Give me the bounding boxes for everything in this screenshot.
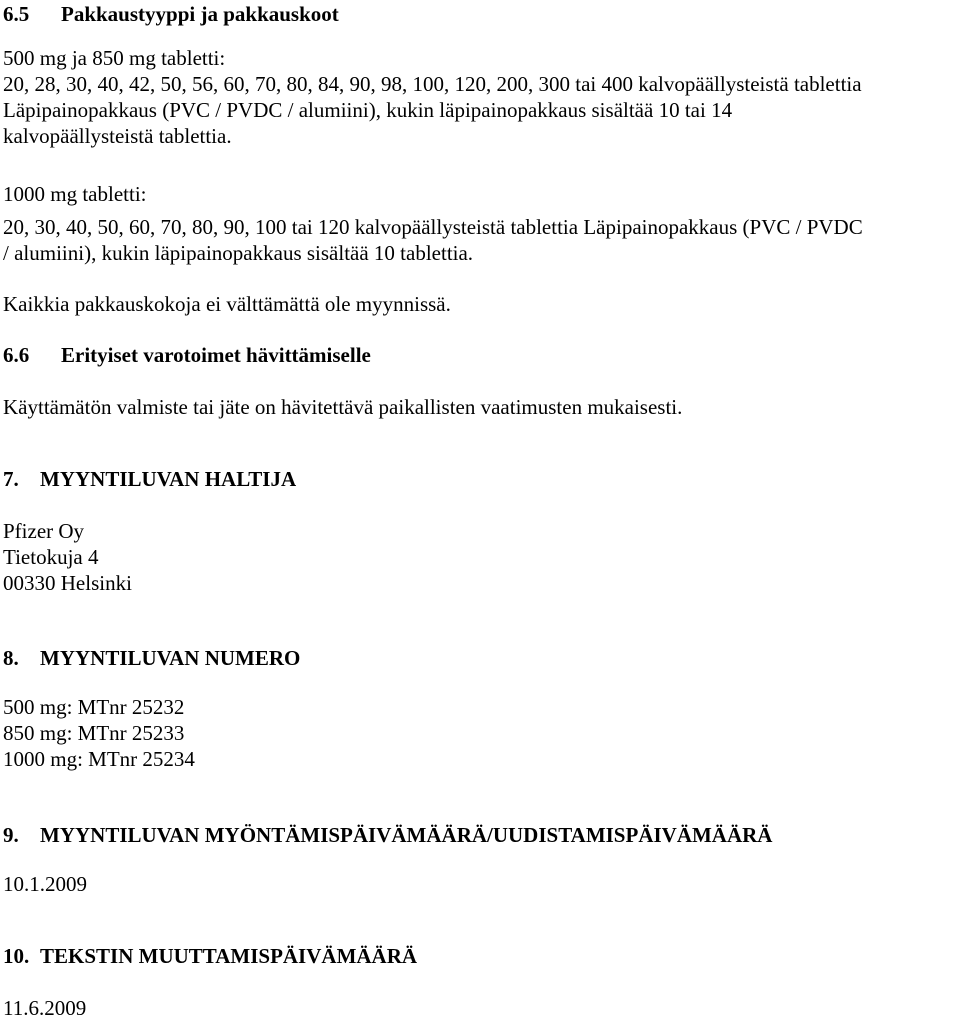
- section-number: 7.: [3, 467, 19, 491]
- tablets-500-850-line-2: Läpipainopakkaus (PVC / PVDC / alumiini), kukin läpipainopakkaus sisältää 10 tai 14: [3, 98, 733, 122]
- disposal-text: Käyttämätön valmiste tai jäte on hävitettävä paikallisten vaatimusten mukaisesti.: [3, 395, 683, 419]
- tablets-1000-label: 1000 mg tabletti:: [3, 182, 147, 206]
- section-number: 6.5: [3, 2, 30, 26]
- section-7-heading: [3, 466, 296, 492]
- holder-street: Tietokuja 4: [3, 545, 99, 569]
- tablets-500-850-line-1: 20, 28, 30, 40, 42, 50, 56, 60, 70, 80, 84, 90, 98, 100, 120, 200, 300 tai 400 kalvopäällysteistä tablettia: [3, 72, 862, 96]
- holder-city: 00330 Helsinki: [3, 571, 132, 595]
- section-8-heading: [3, 645, 300, 671]
- authorisation-number-item: 1000 mg: MTnr 25234: [3, 747, 195, 771]
- section-title: MYYNTILUVAN MYÖNTÄMISPÄIVÄMÄÄRÄ/UUDISTAMISPÄIVÄMÄÄRÄ: [40, 823, 773, 847]
- tablets-500-850-line-3: kalvopäällysteistä tablettia.: [3, 124, 232, 148]
- authorisation-number-item: 500 mg: MTnr 25232: [3, 695, 185, 719]
- tablets-1000-line-1: 20, 30, 40, 50, 60, 70, 80, 90, 100 tai 120 kalvopäällysteistä tablettia Läpipainopakkaus (PVC / PVDC: [3, 215, 863, 239]
- section-number: 10.: [3, 944, 30, 968]
- section-title: MYYNTILUVAN NUMERO: [40, 646, 301, 670]
- pack-sizes-note: Kaikkia pakkauskokoja ei välttämättä ole myynnissä.: [3, 292, 451, 316]
- section-6-5-heading: [3, 1, 339, 27]
- tablets-500-850-block: [3, 45, 862, 149]
- section-9-heading: [3, 822, 772, 848]
- section-number: 8.: [3, 646, 19, 670]
- tablets-1000-block: [3, 181, 863, 266]
- section-10-heading: [3, 943, 417, 969]
- revision-date: 11.6.2009: [3, 996, 87, 1020]
- authorisation-date: 10.1.2009: [3, 872, 87, 896]
- section-title: Pakkaustyyppi ja pakkauskoot: [61, 2, 339, 26]
- tablets-1000-line-2: / alumiini), kukin läpipainopakkaus sisältää 10 tablettia.: [3, 241, 474, 265]
- holder-address: [3, 518, 132, 596]
- tablets-500-850-label: 500 mg ja 850 mg tabletti:: [3, 46, 226, 70]
- section-6-6-heading: [3, 342, 371, 368]
- authorisation-numbers: [3, 694, 195, 772]
- section-number: 9.: [3, 823, 19, 847]
- section-title: Erityiset varotoimet hävittämiselle: [61, 343, 371, 367]
- authorisation-number-item: 850 mg: MTnr 25233: [3, 721, 185, 745]
- section-title: MYYNTILUVAN HALTIJA: [40, 467, 297, 491]
- holder-name: Pfizer Oy: [3, 519, 85, 543]
- section-title: TEKSTIN MUUTTAMISPÄIVÄMÄÄRÄ: [40, 944, 418, 968]
- section-number: 6.6: [3, 343, 30, 367]
